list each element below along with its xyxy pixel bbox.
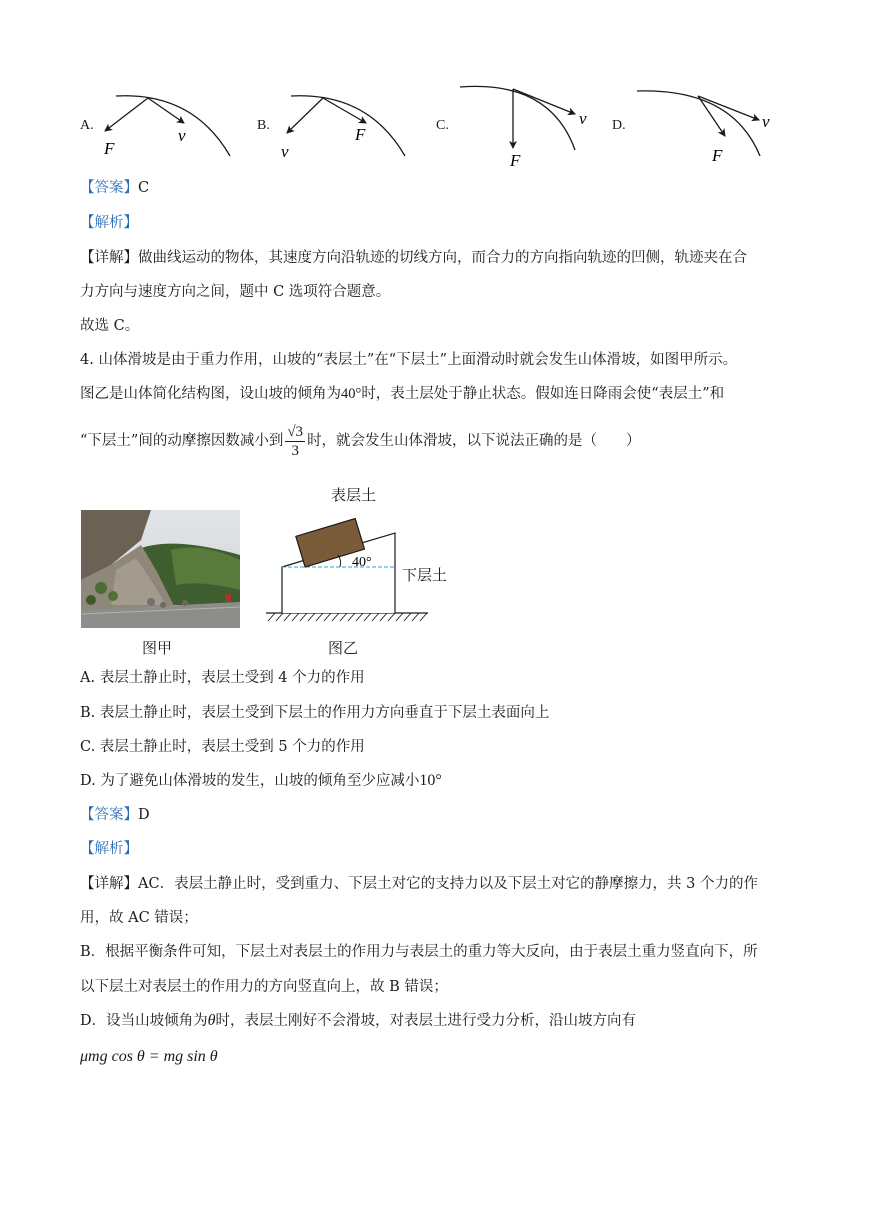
q4-detail-2: 用，故 AC 错误； (80, 910, 198, 926)
q4-detail-5-pre: D．设当山坡倾角为 (80, 1013, 208, 1029)
option-d-letter: D. (612, 118, 626, 133)
q4-analysis-tag: 【解析】 (80, 841, 138, 857)
force-arrow-a (105, 98, 148, 131)
q4-option-c: C. 表层土静止时，表层土受到 5 个力的作用 (80, 739, 365, 755)
trajectory-curve-a (116, 96, 230, 156)
q4-option-b: B. 表层土静止时，表层土受到下层土的作用力方向垂直于下层土表面向上 (80, 705, 550, 721)
q4-detail-1: 【详解】AC．表层土静止时，受到重力、下层土对它的支持力以及下层土对它的静摩擦力，共 3 个力的作 (80, 876, 759, 892)
friction-fraction (285, 423, 305, 460)
velocity-label-c: v (579, 109, 587, 128)
lower-soil-label: 下层土 (402, 566, 448, 584)
q4-option-d (80, 771, 442, 791)
q4-option-d-pre: D. 为了避免山体滑坡的发生，山坡的倾角至少应减小 (80, 773, 420, 789)
q3-answer (80, 178, 149, 198)
angle-label: 40° (352, 555, 372, 570)
q4-option-a: A. 表层土静止时，表层土受到 4 个力的作用 (80, 670, 365, 686)
velocity-arrow-d (698, 96, 759, 120)
q4-detail-5-post: 时，表层土刚好不会滑坡，对表层土进行受力分析，沿山坡方向有 (215, 1013, 636, 1029)
velocity-arrow-b (287, 98, 323, 133)
q4-stem-line2 (80, 384, 724, 404)
q3-answer-tag: 【答案】 (80, 180, 138, 196)
option-c-figure (455, 80, 595, 170)
q4-answer-tag: 【答案】 (80, 807, 138, 823)
force-label-a: F (104, 139, 115, 158)
velocity-label-d: v (762, 112, 770, 131)
option-a-letter: A. (80, 118, 94, 133)
trajectory-curve-d (637, 91, 760, 156)
velocity-label-a: v (178, 126, 186, 145)
fraction-denominator: 3 (291, 442, 299, 459)
trajectory-curve-c (460, 86, 575, 150)
surface-soil-label: 表层土 (331, 486, 377, 504)
q4-stem-line2-pre: 图乙是山体简化结构图，设山坡的倾角为 (80, 386, 341, 402)
q4-stem-line3-post: 时，就会发生山体滑坡，以下说法正确的是（ ） (307, 433, 641, 449)
figure-b-caption: 图乙 (328, 639, 359, 657)
q4-detail-3: B．根据平衡条件可知，下层土对表层土的作用力与表层土的重力等大反向，由于表层土重力竖直向下，所 (80, 944, 758, 960)
q3-detail-line1: 【详解】做曲线运动的物体，其速度方向沿轨迹的切线方向，而合力的方向指向轨迹的凹侧，轨迹夹在合 (80, 250, 747, 266)
q3-conclusion: 故选 C。 (80, 318, 140, 334)
q4-stem-line1: 4. 山体滑坡是由于重力作用，山坡的“表层土”在“下层土”上面滑动时就会发生山体滑坡，如图甲所示。 (80, 352, 738, 368)
q4-detail-5 (80, 1011, 636, 1031)
q4-stem-angle: 40° (341, 386, 362, 402)
q3-answer-value: C (138, 180, 150, 196)
q4-equation: μmg cos θ = mg sin θ (80, 1048, 218, 1065)
q4-detail-5-theta: θ (207, 1012, 216, 1029)
force-label-b: F (355, 125, 366, 144)
q3-analysis-tag: 【解析】 (80, 215, 138, 231)
q4-option-d-angle: 10° (419, 772, 442, 789)
option-b-figure (275, 88, 415, 163)
figure-a-caption: 图甲 (142, 639, 173, 657)
velocity-label-b: v (281, 142, 289, 161)
force-label-c: F (510, 151, 521, 170)
q4-detail-4: 以下层土对表层土的作用力的方向竖直向上，故 B 错误； (80, 979, 448, 995)
q4-stem-line3 (80, 422, 641, 460)
q4-stem-line3-pre: “下层土”间的动摩擦因数减小到 (80, 433, 284, 449)
option-d-figure (632, 84, 782, 169)
q4-answer (80, 805, 150, 825)
option-a-figure (98, 88, 238, 163)
q4-answer-value: D (138, 807, 150, 823)
trajectory-curve-b (291, 96, 405, 156)
q4-stem-line2-post: 时，表土层处于静止状态。假如连日降雨会使“表层土”和 (361, 386, 725, 402)
option-b-letter: B. (257, 118, 270, 133)
velocity-arrow-c (513, 89, 575, 114)
fraction-numerator: √3 (287, 423, 304, 440)
q3-detail-line2: 力方向与速度方向之间，题中 C 选项符合题意。 (80, 284, 391, 300)
option-c-letter: C. (436, 118, 449, 133)
landslide-photo (81, 510, 240, 628)
force-label-d: F (712, 146, 723, 165)
